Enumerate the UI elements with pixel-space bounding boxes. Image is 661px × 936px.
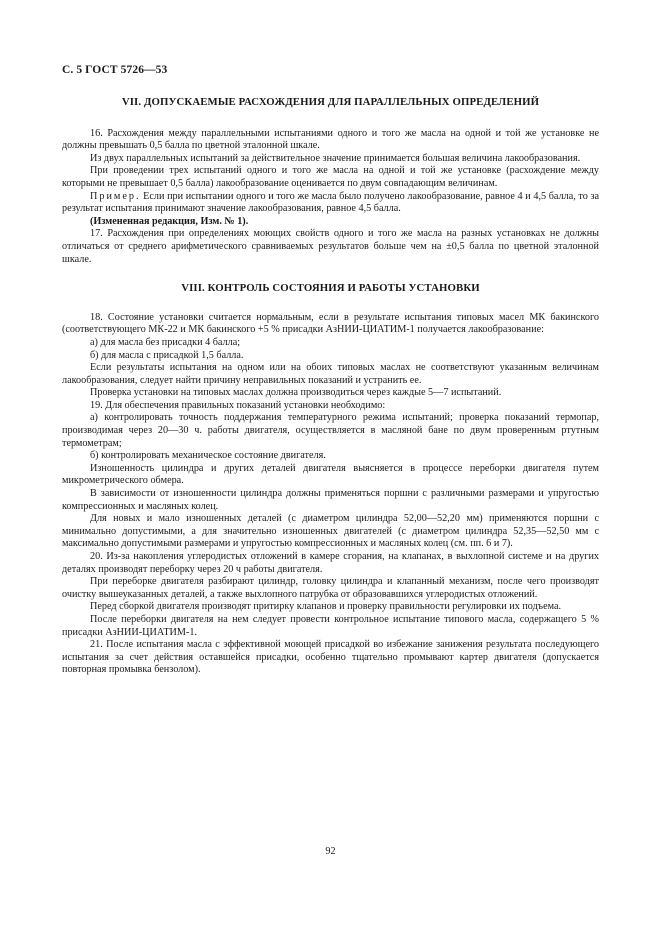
paragraph: При переборке двигателя разбирают цилиндр, головку цилиндра и клапанный механизм, после чего производят очистку вышеуказанных деталей, а также выхлопного патрубка от образовавшихся углеродистых отложений. [62,576,599,600]
example-label: Пример. [90,190,141,202]
paragraph: После переборки двигателя на нем следует провести контрольное испытание типового масла, содержащего 5 % присадки АзНИИ-ЦИАТИМ-1. [62,613,599,638]
page-header: С. 5 ГОСТ 5726—53 [62,64,168,76]
paragraph: а) для масла без присадки 4 балла; [90,336,241,348]
paragraph: 18. Состояние установки считается нормальным, если в результате испытания типовых масел МК бакинского (соответствующего МК-22 и МК бакинского +5 % присадки АзНИИ-ЦИАТИМ-1 получается лакообразование: [62,311,599,336]
paragraph: Проверка установки на типовых маслах должна производиться через каждые 5—7 испытаний. [90,387,502,399]
paragraph: 19. Для обеспечения правильных показаний установки необходимо: [90,399,386,411]
paragraph: Если результаты испытания на одном или на обоих типовых маслах не соответствуют указанным величинам лакообразования, следует найти причину неправильных показаний и устранить ее. [62,362,599,386]
paragraph: Изношенность цилиндра и других деталей двигателя выясняется в процессе переборки двигателя путем микрометрического обмера. [62,462,599,487]
paragraph: 16. Расхождения между параллельными испытаниями одного и того же масла на одной и той же установке не должны превышать 0,5 балла по цветной эталонной шкале. [62,127,599,152]
paragraph: Перед сборкой двигателя производят притирку клапанов и проверку правильности регулировки их подъема. [90,601,562,613]
paragraph: При проведении трех испытаний одного и того же масла на одной и той же установке (расхождение между которыми не превышает 0,5 балла) лакообразование оценивается по двум совпадающим величинам. [62,165,599,189]
paragraph: Для новых и мало изношенных деталей (с диаметром цилиндра 52,00—52,20 мм) применяются поршни с минимально допустимыми, а для значительно изношенных двигателей (с диаметром цилиндра 52,35—52,50 мм с максимально допустимыми размерами и упругостью компрессионных и масляных колец (см. пп. 6 и 7). [62,513,599,550]
amendment-note: (Измененная редакция, Изм. № 1). [90,215,249,227]
paragraph: 21. После испытания масла с эффективной моющей присадкой во избежание занижения результата последующего испытания за счет действия оставшейся присадки, особенно тщательно промывают картер двигателя (допускается повторная промывка бензолом). [62,639,599,676]
paragraph: б) контролировать механическое состояние двигателя. [90,450,326,462]
example-text: Если при испытании одного и того же масла было получено лакообразование, равное 4 и 4,5 балла, то за результат испытания принимают значение лакообразования, равное 4,5 балла. [62,190,599,215]
paragraph: Из двух параллельных испытаний за действительное значение принимается большая величина лакообразования. [90,152,581,164]
section-title-vii: VII. ДОПУСКАЕМЫЕ РАСХОЖДЕНИЯ ДЛЯ ПАРАЛЛЕЛЬНЫХ ОПРЕДЕЛЕНИЙ [121,96,540,108]
section-title-viii: VIII. КОНТРОЛЬ СОСТОЯНИЯ И РАБОТЫ УСТАНОВКИ [181,282,480,295]
paragraph: б) для масла с присадкой 1,5 балла. [90,349,244,361]
paragraph: В зависимости от изношенности цилиндра должны применяться поршни с различными размерами и упругостью компрессионных и масляных колец. [62,488,599,512]
paragraph: 20. Из-за накопления углеродистых отложений в камере сгорания, на клапанах, в выхлопной системе и на других деталях производят переборку через 20 ч работы двигателя. [62,551,599,575]
example-paragraph [62,191,599,216]
page-number: 92 [325,846,336,857]
paragraph: 17. Расхождения при определениях моющих свойств одного и того же масла на разных установках не должны отличаться от среднего арифметического сравниваемых результатов больше чем на ±0,5 балла по цветной эталонной шкале. [62,228,599,265]
paragraph: а) контролировать точность поддержания температурного режима испытаний; проверка показаний термопар, производимая через 20—30 ч. работы двигателя, осуществляется в масляной бане по двум проверенным ртутным термометрам; [62,412,599,449]
document-body [62,96,599,677]
